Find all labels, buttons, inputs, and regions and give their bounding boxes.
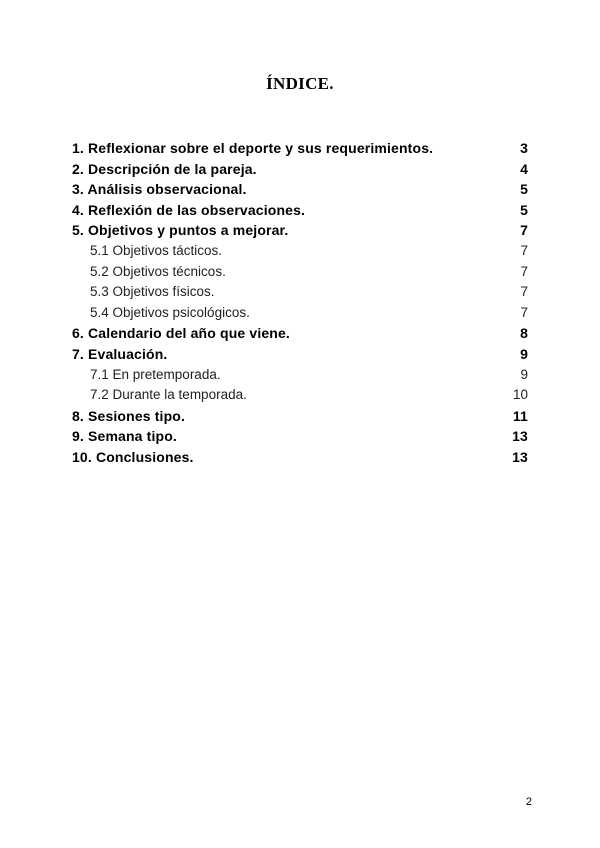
toc-entry[interactable] bbox=[72, 220, 528, 241]
toc-subentry[interactable] bbox=[72, 282, 528, 303]
toc-subentry[interactable] bbox=[72, 262, 528, 283]
toc-entry-page: 7 bbox=[520, 242, 528, 258]
toc-entry[interactable] bbox=[72, 200, 528, 221]
toc-entry-page: 5 bbox=[520, 201, 528, 218]
toc-entry-page: 10 bbox=[512, 387, 528, 403]
toc-entry-label: 7.2 Durante la temporada. bbox=[90, 387, 247, 403]
toc-entry-label: 7. Evaluación. bbox=[72, 345, 168, 362]
toc-entry-label: 6. Calendario del año que viene. bbox=[72, 325, 290, 342]
page-title: ÍNDICE. bbox=[266, 74, 334, 93]
toc-entry-label: 8. Sesiones tipo. bbox=[72, 407, 186, 424]
toc-entry[interactable] bbox=[72, 138, 528, 159]
toc-entry-page: 11 bbox=[512, 407, 528, 424]
toc-entry-page: 7 bbox=[520, 284, 528, 300]
toc-entry[interactable] bbox=[72, 159, 528, 180]
toc-entry-label: 5.3 Objetivos físicos. bbox=[90, 284, 215, 300]
toc-entry-label: 3. Análisis observacional. bbox=[72, 181, 247, 198]
toc-entry-page: 7 bbox=[520, 304, 528, 320]
toc-entry-page: 4 bbox=[520, 160, 528, 177]
page-number: 2 bbox=[525, 796, 532, 808]
toc-entry-page: 3 bbox=[520, 140, 528, 156]
toc-entry-label: 5. Objetivos y puntos a mejorar. bbox=[72, 222, 289, 239]
table-of-contents bbox=[72, 138, 528, 468]
toc-entry-page: 9 bbox=[520, 345, 528, 362]
toc-entry-label: 7.1 En pretemporada. bbox=[90, 366, 221, 382]
toc-entry-page: 9 bbox=[520, 366, 528, 382]
toc-entry[interactable] bbox=[72, 179, 528, 200]
toc-entry[interactable] bbox=[72, 406, 528, 427]
toc-entry[interactable] bbox=[72, 447, 528, 468]
toc-entry-label: 5.4 Objetivos psicológicos. bbox=[90, 304, 250, 320]
toc-subentry[interactable] bbox=[72, 303, 528, 324]
toc-entry-label: 9. Semana tipo. bbox=[72, 428, 177, 445]
toc-entry[interactable] bbox=[72, 344, 528, 365]
toc-entry-page: 7 bbox=[520, 222, 528, 239]
toc-subentry[interactable] bbox=[72, 241, 528, 262]
toc-entry-label: 4. Reflexión de las observaciones. bbox=[72, 201, 306, 218]
toc-entry-page: 8 bbox=[520, 325, 528, 342]
toc-entry-page: 5 bbox=[520, 181, 528, 198]
toc-entry-label: 1. Reflexionar sobre el deporte y sus requerimientos. bbox=[72, 140, 434, 156]
toc-entry-page: 13 bbox=[512, 448, 528, 465]
toc-subentry[interactable] bbox=[72, 385, 528, 406]
toc-entry[interactable] bbox=[72, 323, 528, 344]
toc-entry-label: 10. Conclusiones. bbox=[72, 448, 194, 465]
toc-entry[interactable] bbox=[72, 426, 528, 447]
toc-subentry[interactable] bbox=[72, 365, 528, 386]
toc-entry-page: 13 bbox=[512, 428, 528, 445]
toc-entry-page: 7 bbox=[520, 263, 528, 279]
toc-entry-label: 2. Descripción de la pareja. bbox=[72, 160, 257, 177]
toc-entry-label: 5.1 Objetivos tácticos. bbox=[90, 242, 223, 258]
toc-entry-label: 5.2 Objetivos técnicos. bbox=[90, 263, 226, 279]
